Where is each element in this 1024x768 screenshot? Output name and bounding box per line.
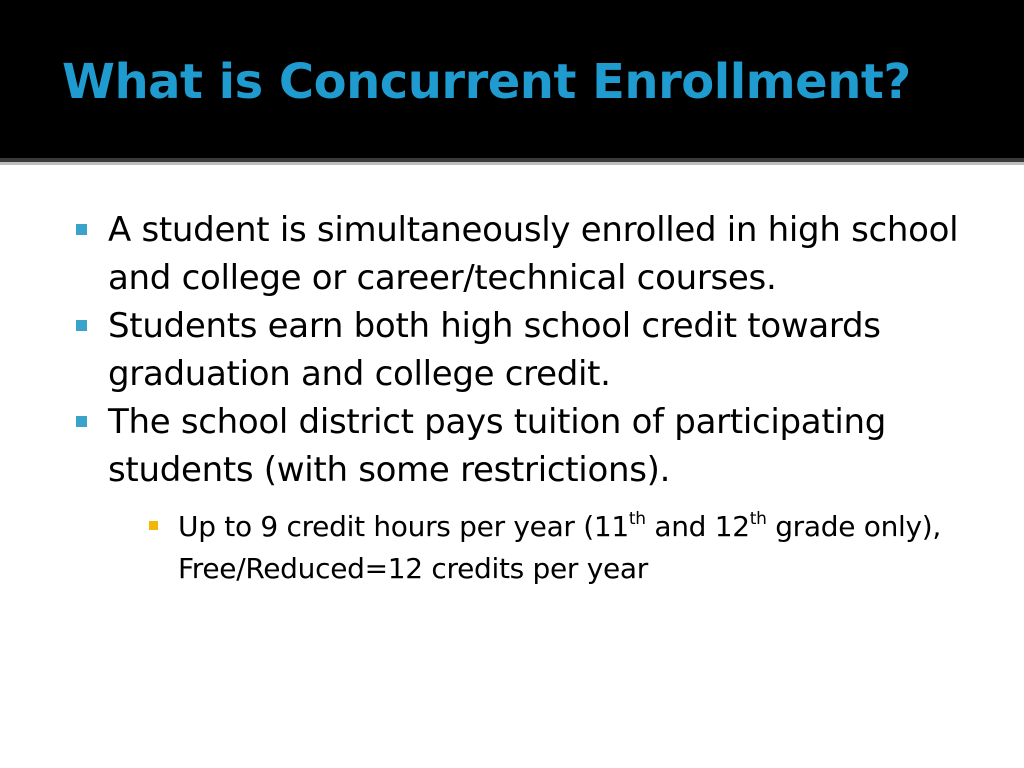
sub-bullet-text-part-1: Up to 9 credit hours per year (11 (178, 510, 629, 543)
bullet-list (70, 206, 970, 590)
ordinal-suffix: th (628, 509, 646, 529)
sub-bullet-text-part-2: and 12 (645, 510, 750, 543)
bullet-item (70, 302, 970, 398)
square-bullet-icon (76, 416, 87, 427)
square-bullet-icon (76, 320, 87, 331)
square-bullet-icon (76, 224, 87, 235)
bullet-text: The school district pays tuition of participating students (with some restrictions). (108, 402, 887, 490)
bullet-item (70, 398, 970, 590)
title-divider-shadow (0, 162, 1024, 165)
sub-bullet-item (108, 506, 970, 590)
bullet-text: Students earn both high school credit towards graduation and college credit. (108, 306, 881, 394)
ordinal-suffix: th (749, 509, 767, 529)
sub-bullet-text-part-3: grade only), Free/Reduced=12 credits per year (178, 510, 942, 585)
title-band (0, 0, 1024, 158)
sub-bullet-list (108, 506, 970, 590)
bullet-item (70, 206, 970, 302)
bullet-text: A student is simultaneously enrolled in high school and college or career/technical courses. (108, 210, 959, 298)
slide-title: What is Concurrent Enrollment? (62, 54, 911, 110)
square-sub-bullet-icon (149, 521, 158, 530)
